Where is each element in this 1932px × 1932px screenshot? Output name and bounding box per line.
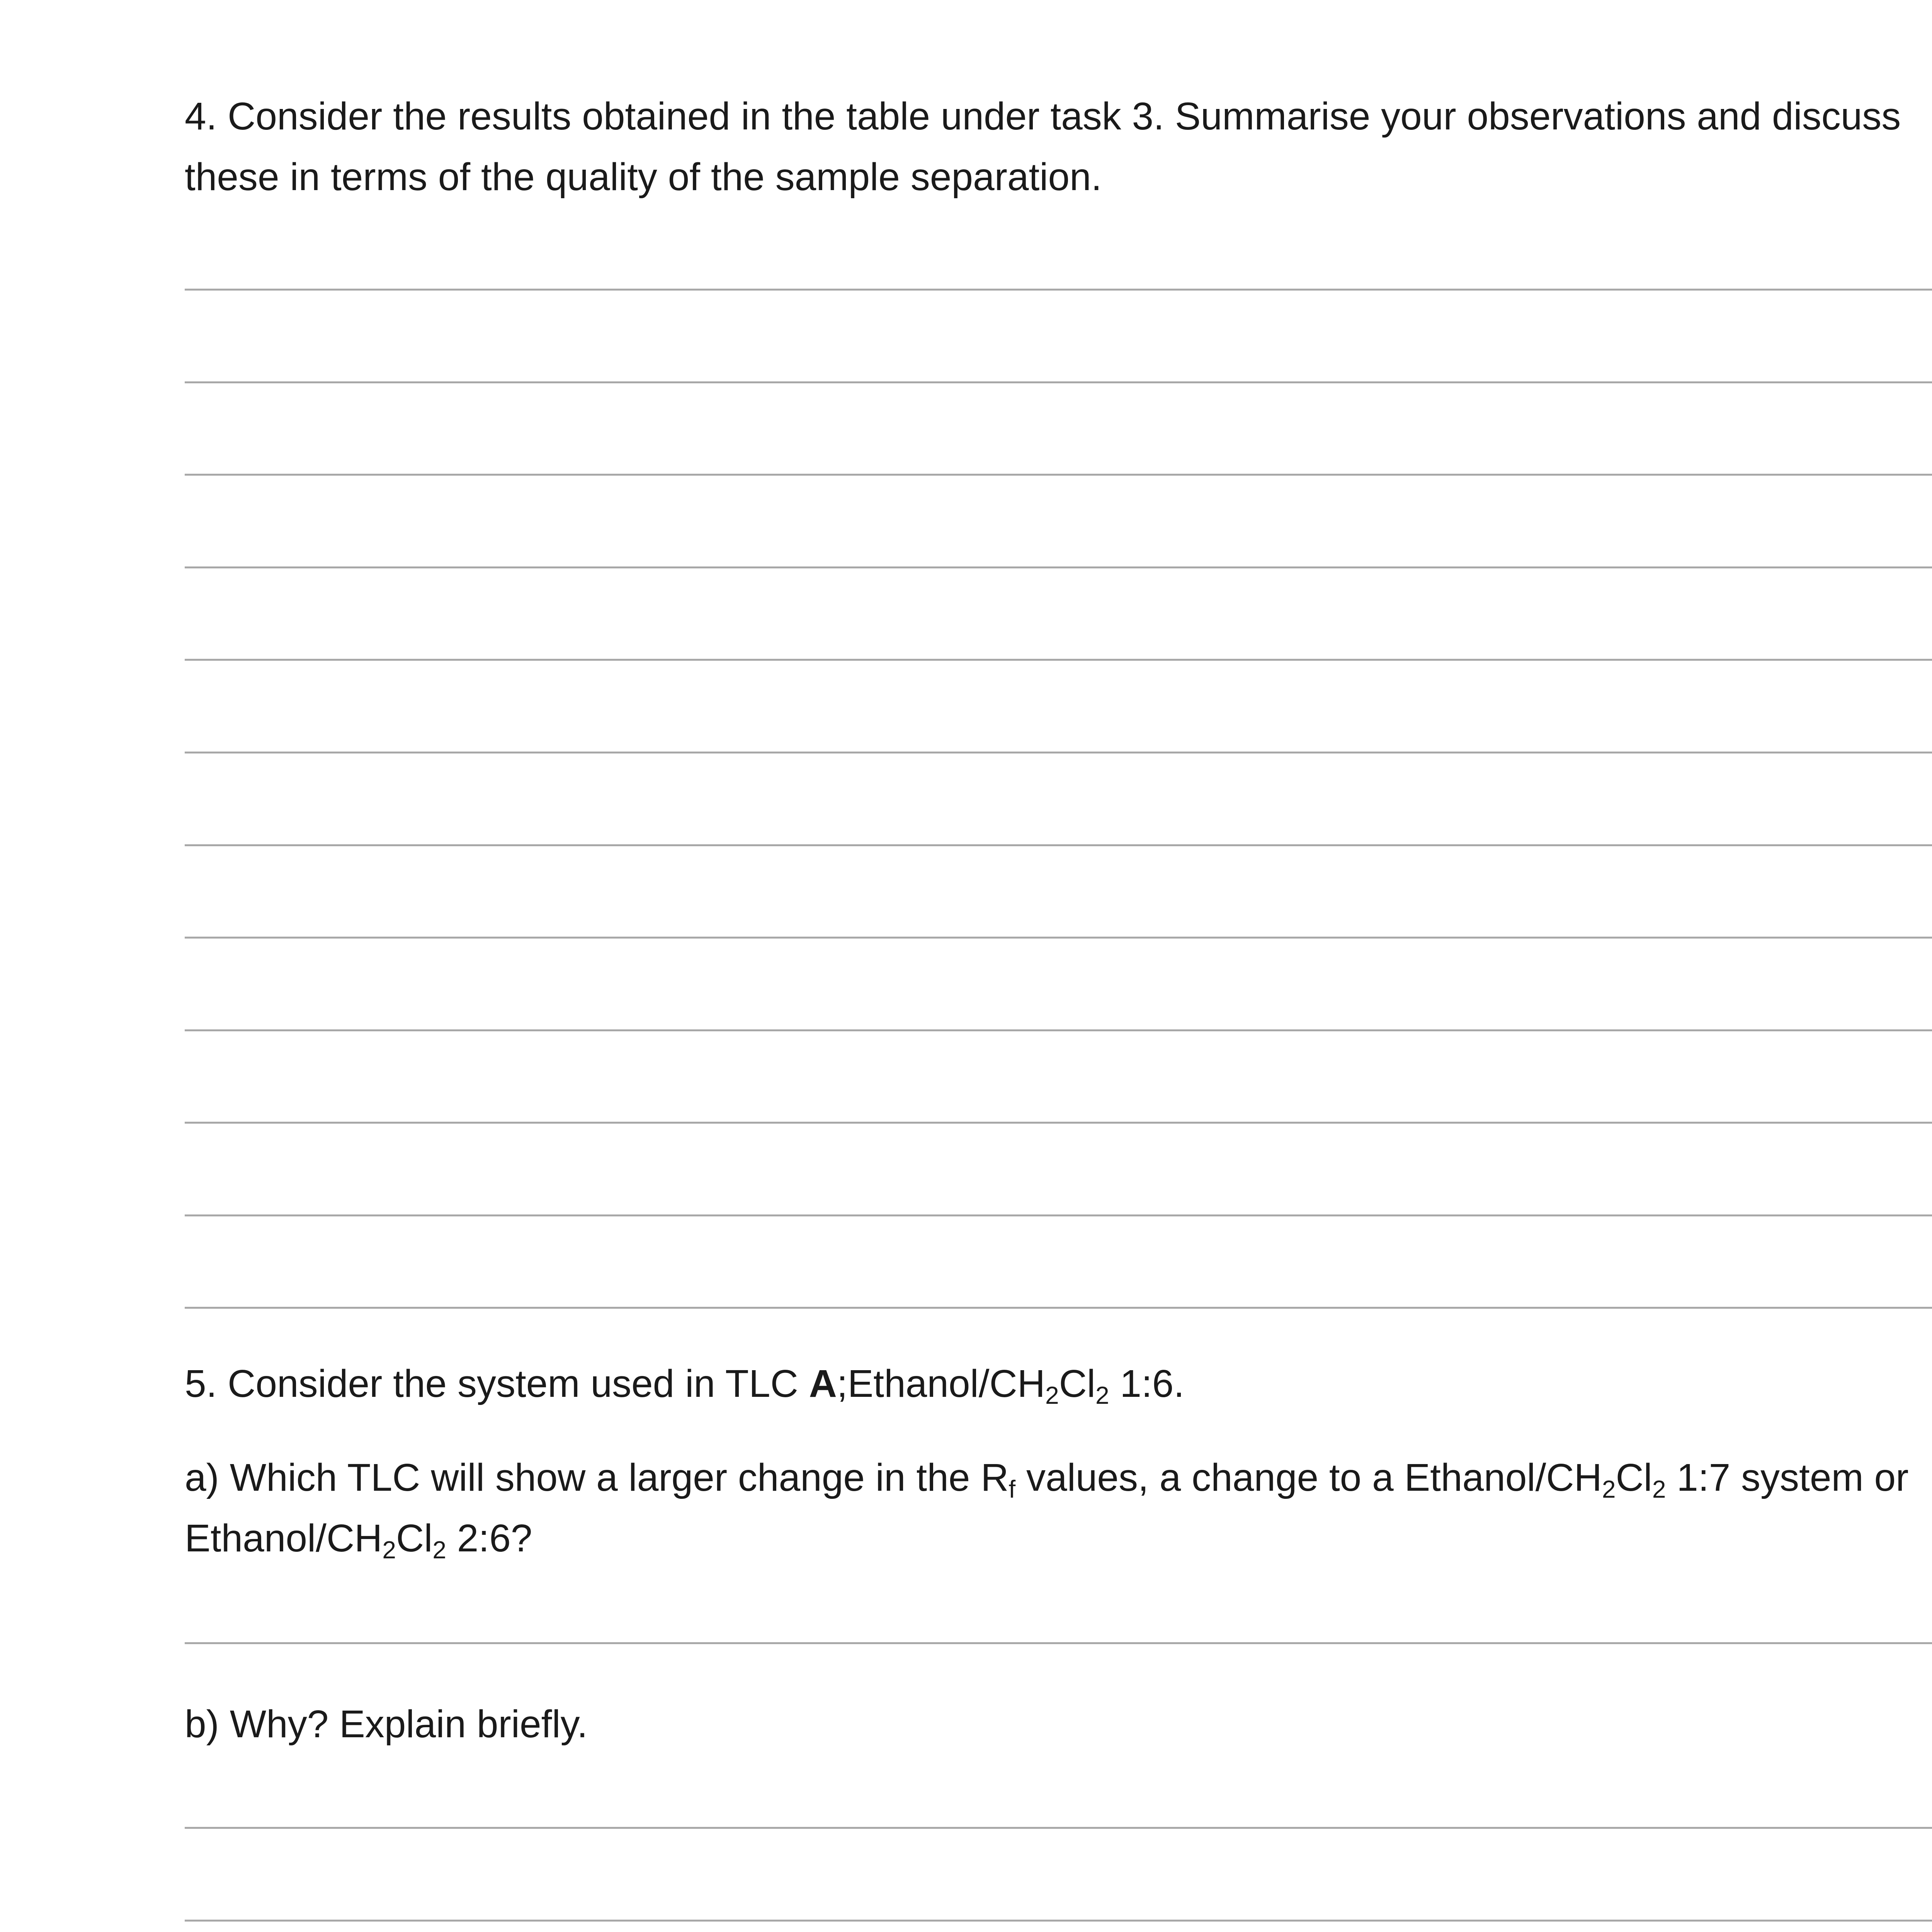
subscript: 2 <box>1045 1381 1059 1409</box>
solvent-part-a: ;Ethanol/CH <box>837 1362 1045 1405</box>
q5a-mid: values, a change to a Ethanol/CH <box>1015 1456 1602 1499</box>
answer-line[interactable] <box>185 381 1932 383</box>
q5a-line2-suffix: 2:6? <box>446 1517 532 1560</box>
answer-line[interactable] <box>185 659 1932 661</box>
q5a-prefix: a) Which TLC will show a larger change in the R <box>185 1456 1009 1499</box>
answer-line[interactable] <box>185 566 1932 568</box>
answer-line[interactable] <box>185 844 1932 846</box>
question-5-prefix: 5. Consider the system used in TLC <box>185 1362 809 1405</box>
q5a-suffix: 1:7 system or <box>1666 1456 1909 1499</box>
answer-line[interactable] <box>185 937 1932 939</box>
answer-line[interactable] <box>185 1920 1932 1922</box>
question-4-text-line-2: these in terms of the quality of the sample separation. <box>185 155 1102 199</box>
rf-subscript: f <box>1009 1475 1016 1503</box>
answer-line[interactable] <box>185 1214 1932 1216</box>
subscript: 2 <box>1095 1381 1109 1409</box>
q5a-cl: Cl <box>1616 1456 1652 1499</box>
question-5a-text-line-2 <box>185 1509 532 1568</box>
answer-line[interactable] <box>185 1029 1932 1031</box>
question-5a-text-line-1 <box>185 1448 1908 1507</box>
question-5a-answer-line[interactable] <box>185 1642 1932 1644</box>
answer-line[interactable] <box>185 752 1932 753</box>
answer-line[interactable] <box>185 1307 1932 1309</box>
subscript: 2 <box>432 1536 447 1564</box>
subscript: 2 <box>382 1536 396 1564</box>
answer-line[interactable] <box>185 474 1932 476</box>
question-4-text-line-1: 4. Consider the results obtained in the table under task 3. Summarise your observations and discuss <box>185 95 1901 138</box>
q5a-line2-cl: Cl <box>396 1517 433 1560</box>
q5a-line2-prefix: Ethanol/CH <box>185 1517 383 1560</box>
answer-line[interactable] <box>185 1827 1932 1829</box>
tlc-label: A <box>809 1362 837 1405</box>
subscript: 2 <box>1602 1475 1616 1503</box>
answer-line[interactable] <box>185 289 1932 291</box>
question-5b-text: b) Why? Explain briefly. <box>185 1702 588 1746</box>
answer-line[interactable] <box>185 1122 1932 1124</box>
solvent-part-b: Cl <box>1059 1362 1095 1405</box>
subscript: 2 <box>1652 1475 1666 1503</box>
solvent-ratio: 1:6. <box>1109 1362 1185 1405</box>
question-5-title <box>185 1354 1184 1413</box>
